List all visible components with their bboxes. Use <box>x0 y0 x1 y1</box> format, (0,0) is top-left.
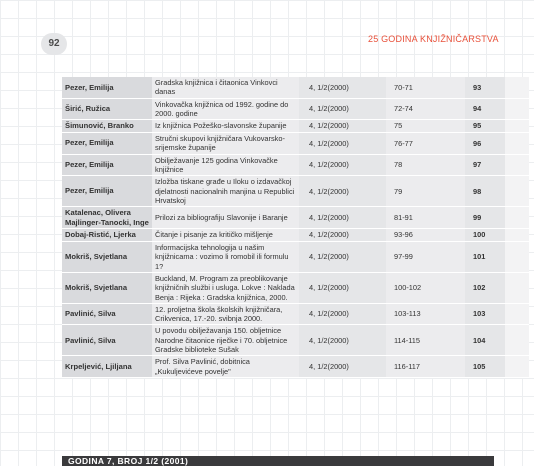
issue-cell: 4, 1/2(2000) <box>299 356 386 378</box>
entry-number-cell: 98 <box>465 176 505 207</box>
pages-cell: 103-113 <box>386 303 465 325</box>
table-row <box>62 229 529 242</box>
entry-number-cell: 97 <box>465 154 505 176</box>
title-cell: Čitanje i pisanje za kritičko mišljenje <box>152 229 299 242</box>
title-cell: 12. proljetna škola školskih knjižničara, Crikvenica, 17.-20. svibnja 2000. <box>152 303 299 325</box>
entry-number-cell: 102 <box>465 272 505 303</box>
entry-number-cell: 95 <box>465 120 505 133</box>
issue-cell: 4, 1/2(2000) <box>299 98 386 120</box>
page-number-badge: 92 <box>41 33 67 55</box>
table-row <box>62 303 529 325</box>
row-margin-cell <box>505 325 529 356</box>
issue-cell: 4, 1/2(2000) <box>299 272 386 303</box>
author-cell: Pezer, Emilija <box>62 77 152 98</box>
row-margin-cell <box>505 303 529 325</box>
pages-cell: 81-91 <box>386 207 465 229</box>
author-cell: Pezer, Emilija <box>62 176 152 207</box>
issue-cell: 4, 1/2(2000) <box>299 325 386 356</box>
author-cell: Krpeljević, Ljiljana <box>62 356 152 378</box>
issue-cell: 4, 1/2(2000) <box>299 207 386 229</box>
entry-number-cell: 101 <box>465 241 505 272</box>
entry-number-cell: 105 <box>465 356 505 378</box>
pages-cell: 72-74 <box>386 98 465 120</box>
table-row <box>62 120 529 133</box>
author-cell: Pavlinić, Silva <box>62 303 152 325</box>
table-row <box>62 325 529 356</box>
pages-cell: 75 <box>386 120 465 133</box>
entry-number-cell: 99 <box>465 207 505 229</box>
author-cell: Mokriš, Svjetlana <box>62 272 152 303</box>
row-margin-cell <box>505 132 529 154</box>
entry-number-cell: 93 <box>465 77 505 98</box>
entry-number-cell: 103 <box>465 303 505 325</box>
author-cell: Katalenac, Olivera Majlinger-Tanocki, Inge <box>62 207 152 229</box>
author-cell: Pezer, Emilija <box>62 132 152 154</box>
author-cell: Pavlinić, Silva <box>62 325 152 356</box>
pages-cell: 116-117 <box>386 356 465 378</box>
author-cell: Dobaj-Ristić, Ljerka <box>62 229 152 242</box>
entry-number-cell: 96 <box>465 132 505 154</box>
entry-number-cell: 100 <box>465 229 505 242</box>
row-margin-cell <box>505 98 529 120</box>
table-row <box>62 356 529 378</box>
issue-cell: 4, 1/2(2000) <box>299 154 386 176</box>
header-title: 25 GODINA KNJIŽNIČARSTVA <box>368 34 499 44</box>
pages-cell: 78 <box>386 154 465 176</box>
row-margin-cell <box>505 272 529 303</box>
issue-cell: 4, 1/2(2000) <box>299 229 386 242</box>
bibliography-table <box>62 77 529 378</box>
table-row <box>62 98 529 120</box>
table-row <box>62 241 529 272</box>
table-row <box>62 154 529 176</box>
title-cell: Iz knjižnica Požeško-slavonske županije <box>152 120 299 133</box>
author-cell: Šimunović, Branko <box>62 120 152 133</box>
title-cell: Gradska knjižnica i čitaonica Vinkovci danas <box>152 77 299 98</box>
row-margin-cell <box>505 229 529 242</box>
author-cell: Širić, Ružica <box>62 98 152 120</box>
pages-cell: 97-99 <box>386 241 465 272</box>
row-margin-cell <box>505 176 529 207</box>
row-margin-cell <box>505 154 529 176</box>
pages-cell: 76-77 <box>386 132 465 154</box>
table-row <box>62 272 529 303</box>
pages-cell: 100-102 <box>386 272 465 303</box>
title-cell: Izložba tiskane građe u Iloku o izdavačkoj djelatnosti nacionalnih manjina u Republici Hrvatskoj <box>152 176 299 207</box>
pages-cell: 114-115 <box>386 325 465 356</box>
row-margin-cell <box>505 120 529 133</box>
issue-cell: 4, 1/2(2000) <box>299 120 386 133</box>
table-row <box>62 132 529 154</box>
issue-cell: 4, 1/2(2000) <box>299 132 386 154</box>
row-margin-cell <box>505 241 529 272</box>
issue-cell: 4, 1/2(2000) <box>299 241 386 272</box>
author-cell: Pezer, Emilija <box>62 154 152 176</box>
title-cell: Obilježavanje 125 godina Vinkovačke knjižnice <box>152 154 299 176</box>
title-cell: Stručni skupovi knjižničara Vukovarsko-srijemske županije <box>152 132 299 154</box>
section-heading-bar: GODINA 7, BROJ 1/2 (2001) <box>62 456 494 466</box>
pages-cell: 70-71 <box>386 77 465 98</box>
pages-cell: 93-96 <box>386 229 465 242</box>
pages-cell: 79 <box>386 176 465 207</box>
row-margin-cell <box>505 356 529 378</box>
title-cell: Vinkovačka knjižnica od 1992. godine do 2000. godine <box>152 98 299 120</box>
row-margin-cell <box>505 207 529 229</box>
title-cell: Informacijska tehnologija u našim knjižnicama : vozimo li romobil ili formulu 1? <box>152 241 299 272</box>
title-cell: Prof. Silva Pavlinić, dobitnica „Kukuljevićeve povelje" <box>152 356 299 378</box>
entry-number-cell: 104 <box>465 325 505 356</box>
title-cell: Buckland, M. Program za preoblikovanje knjižničnih službi i usluga. Lokve : Naklada Benja : Rijeka : Gradska knjižnica, 2000. <box>152 272 299 303</box>
author-cell: Mokriš, Svjetlana <box>62 241 152 272</box>
issue-cell: 4, 1/2(2000) <box>299 77 386 98</box>
entry-number-cell: 94 <box>465 98 505 120</box>
table-row <box>62 176 529 207</box>
table-row <box>62 207 529 229</box>
title-cell: Prilozi za bibliografiju Slavonije i Baranje <box>152 207 299 229</box>
title-cell: U povodu obilježavanja 150. obljetnice Narodne čitaonice riječke i 70. obljetnice Gradske biblioteke Sušak <box>152 325 299 356</box>
issue-cell: 4, 1/2(2000) <box>299 176 386 207</box>
row-margin-cell <box>505 77 529 98</box>
issue-cell: 4, 1/2(2000) <box>299 303 386 325</box>
table-row <box>62 77 529 98</box>
